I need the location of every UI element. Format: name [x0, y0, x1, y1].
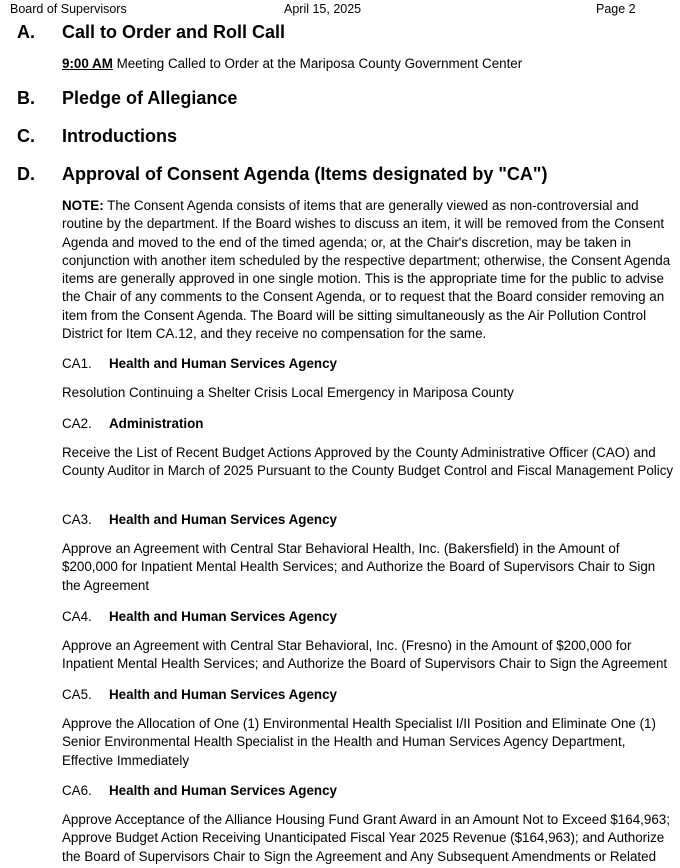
call-to-order-line	[62, 55, 674, 73]
item-department: Health and Human Services Agency	[109, 609, 337, 624]
call-to-order-time: 9:00 AM	[62, 56, 113, 71]
section-title: Pledge of Allegiance	[62, 88, 238, 108]
item-description-ca5: Approve the Allocation of One (1) Environmental Health Specialist I/II Position and Eliminate One (1) Senior Environmental Health Specialist in the Health and Human Services Agency Department, Effective Immediately	[62, 716, 656, 768]
item-description-ca6: Approve Acceptance of the Alliance Housing Fund Grant Award in an Amount Not to Exceed $164,963; Approve Budget Action Receiving Unanticipated Fiscal Year 2025 Revenue ($164,963); and Authorize the Board of Supervisors Chair to Sign the Agreement and Any Subsequent Amendments or Related	[62, 812, 670, 864]
section-title: Call to Order and Roll Call	[62, 22, 286, 42]
item-department: Health and Human Services Agency	[109, 783, 337, 798]
header-date: April 15, 2025	[284, 2, 362, 16]
item-heading-ca5	[62, 687, 337, 702]
item-number: CA3.	[62, 512, 92, 527]
item-department: Health and Human Services Agency	[109, 687, 337, 702]
note-text: The Consent Agenda consists of items that are generally viewed as non-controversial and routine by the department. If the Board wishes to discuss an item, it will be removed from the Consent Agenda and moved to the end of the timed agenda; or, at the Chair's discretion, may be taken in conjunction with another item scheduled by the respective department; otherwise, the Consent Agenda items are generally approved in one single motion. This is the appropriate time for the public to advise the Chair of any comments to the Consent Agenda, or to request that the Board consider removing an item from the Consent Agenda. The Board will be sitting simultaneously as the Air Pollution Control District for Item CA.12, and they receive no compensation for the same.	[62, 198, 671, 342]
call-to-order-text: Meeting Called to Order at the Mariposa County Government Center	[112, 56, 523, 71]
consent-agenda-note	[62, 197, 674, 343]
item-department: Health and Human Services Agency	[109, 512, 337, 527]
item-heading-ca2	[62, 416, 203, 431]
section-letter: D.	[17, 164, 35, 184]
section-letter: B.	[17, 88, 35, 108]
item-department: Administration	[109, 416, 204, 431]
item-number: CA6.	[62, 783, 92, 798]
item-number: CA4.	[62, 609, 92, 624]
note-label: NOTE:	[62, 198, 104, 213]
item-heading-ca4	[62, 609, 337, 624]
section-letter: C.	[17, 126, 35, 146]
item-heading-ca6	[62, 783, 337, 798]
header-page-number: Page 2	[596, 2, 636, 16]
item-heading-ca1	[62, 356, 337, 371]
section-title: Approval of Consent Agenda (Items designated by "CA")	[62, 164, 548, 184]
header-left: Board of Supervisors	[10, 2, 127, 16]
item-description-ca3: Approve an Agreement with Central Star Behavioral Health, Inc. (Bakersfield) in the Amount of $200,000 for Inpatient Mental Health Services; and Authorize the Board of Supervisors Chair to Sign the Agreement	[62, 541, 656, 593]
item-number: CA5.	[62, 687, 92, 702]
item-description-ca4: Approve an Agreement with Central Star Behavioral, Inc. (Fresno) in the Amount of $200,000 for Inpatient Mental Health Services; and Authorize the Board of Supervisors Chair to Sign the Agreement	[62, 638, 668, 672]
item-department: Health and Human Services Agency	[109, 356, 337, 371]
item-heading-ca3	[62, 512, 337, 527]
item-description-ca1: Resolution Continuing a Shelter Crisis Local Emergency in Mariposa County	[62, 385, 514, 400]
section-title: Introductions	[62, 126, 177, 146]
section-letter: A.	[17, 22, 35, 42]
item-description-ca2: Receive the List of Recent Budget Actions Approved by the County Administrative Officer (CAO) and County Auditor in March of 2025 Pursuant to the County Budget Control and Fiscal Management Policy	[62, 445, 674, 479]
item-number: CA2.	[62, 416, 92, 431]
item-number: CA1.	[62, 356, 92, 371]
